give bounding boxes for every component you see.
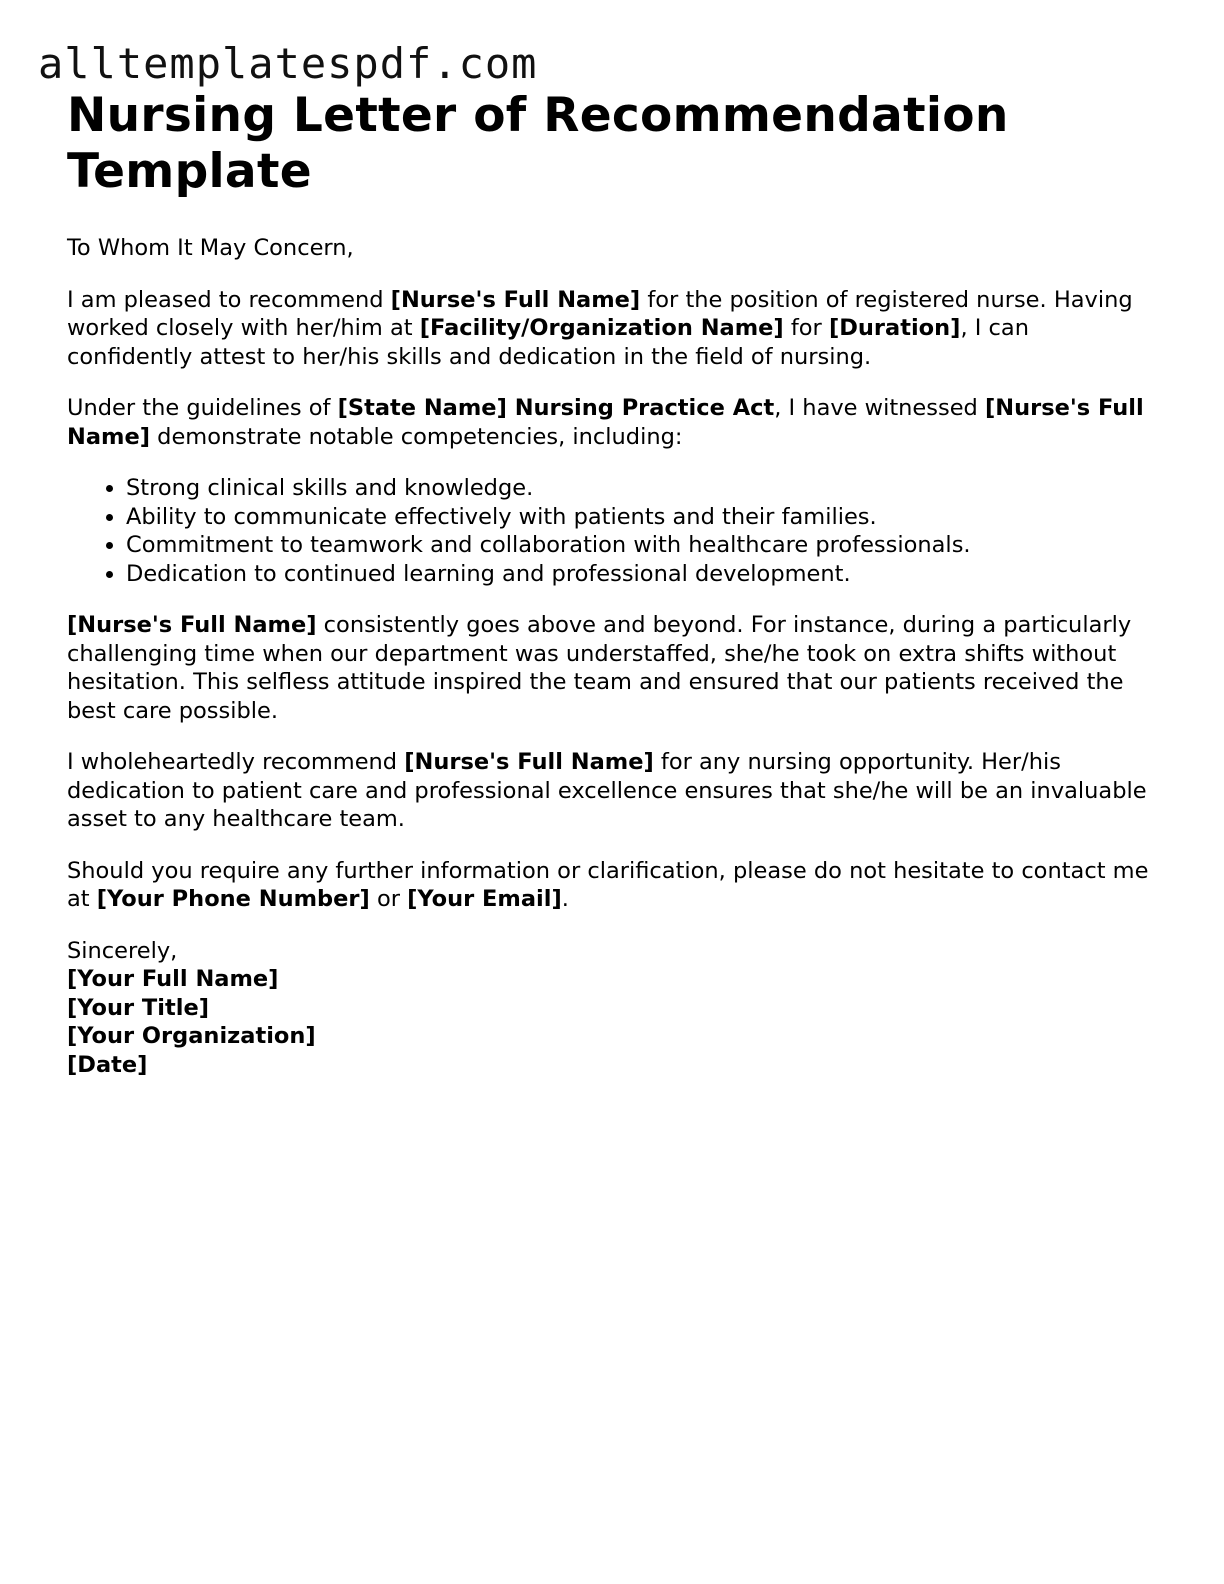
page-title: Nursing Letter of Recommendation Template (67, 88, 1009, 199)
list-item: • Strong clinical skills and knowledge. (126, 474, 1157, 503)
signature-block (67, 937, 1157, 1080)
nurse-name-placeholder: [Nurse's Full Name] (390, 286, 641, 313)
letter-page (67, 88, 1157, 1079)
text-segment: I wholeheartedly recommend (67, 749, 405, 775)
phone-placeholder: [Your Phone Number] (96, 886, 370, 912)
guidelines-paragraph (67, 394, 1157, 451)
competencies-list (67, 474, 1157, 588)
text-segment: Should you require any further information or clarification, please do not hesitate to contact me at (67, 857, 1149, 912)
text-segment: or (369, 886, 408, 912)
state-act-placeholder: [State Name] Nursing Practice Act (337, 395, 775, 421)
text-segment: , I have witnessed (774, 395, 985, 421)
signature-date (67, 1051, 1157, 1080)
nurse-name-placeholder: [Nurse's Full Name] (67, 395, 1144, 450)
duration-placeholder: [Duration] (828, 315, 961, 341)
closing: Sincerely, (67, 937, 178, 964)
contact-paragraph (67, 857, 1157, 914)
signature-title (67, 994, 1157, 1023)
recommendation-paragraph (67, 748, 1157, 834)
text-segment: I am pleased to recommend (67, 286, 391, 313)
intro-paragraph (67, 286, 1157, 372)
nurse-name-placeholder: [Nurse's Full Name] (404, 749, 654, 775)
title-placeholder: [Your Title] (67, 994, 209, 1021)
organization-placeholder: [Your Organization] (67, 1023, 316, 1049)
text-segment: for the position of registered nurse. Having worked closely with her/him at (67, 286, 1133, 341)
text-segment: Under the guidelines of (67, 395, 338, 421)
list-item: • Commitment to teamwork and collaboration with healthcare professionals. (126, 531, 1157, 560)
text-segment: consistently goes above and beyond. For instance, during a particularly challenging time when our department was understaffed, she/he took on extra shifts without hesitation. This selfless attitude inspired the team and ensured that our patients received the best care possible. (67, 612, 1132, 724)
watermark: alltemplatespdf.com (38, 39, 538, 88)
text-segment: , I can confidently attest to her/his skills and dedication in the field of nursing. (67, 315, 1029, 370)
letter-body (67, 234, 1157, 1079)
nurse-name-placeholder: [Nurse's Full Name] (67, 612, 317, 638)
text-segment: for (783, 315, 829, 341)
text-segment: . (561, 886, 569, 912)
email-placeholder: [Your Email] (407, 886, 562, 912)
date-placeholder: [Date] (67, 1051, 148, 1078)
list-item: • Ability to communicate effectively with patients and their families. (126, 503, 1157, 532)
list-item: • Dedication to continued learning and professional development. (126, 560, 1157, 589)
signature-organization (67, 1022, 1157, 1051)
example-paragraph (67, 611, 1157, 725)
signature-name (67, 965, 1157, 994)
text-segment: demonstrate notable competencies, including: (150, 423, 683, 450)
name-placeholder: [Your Full Name] (67, 966, 279, 992)
salutation: To Whom It May Concern, (67, 235, 354, 261)
text-segment: for any nursing opportunity. Her/his dedication to patient care and professional excellence ensures that she/he will be an invaluable asset to any healthcare team. (67, 749, 1147, 832)
facility-placeholder: [Facility/Organization Name] (419, 315, 784, 341)
